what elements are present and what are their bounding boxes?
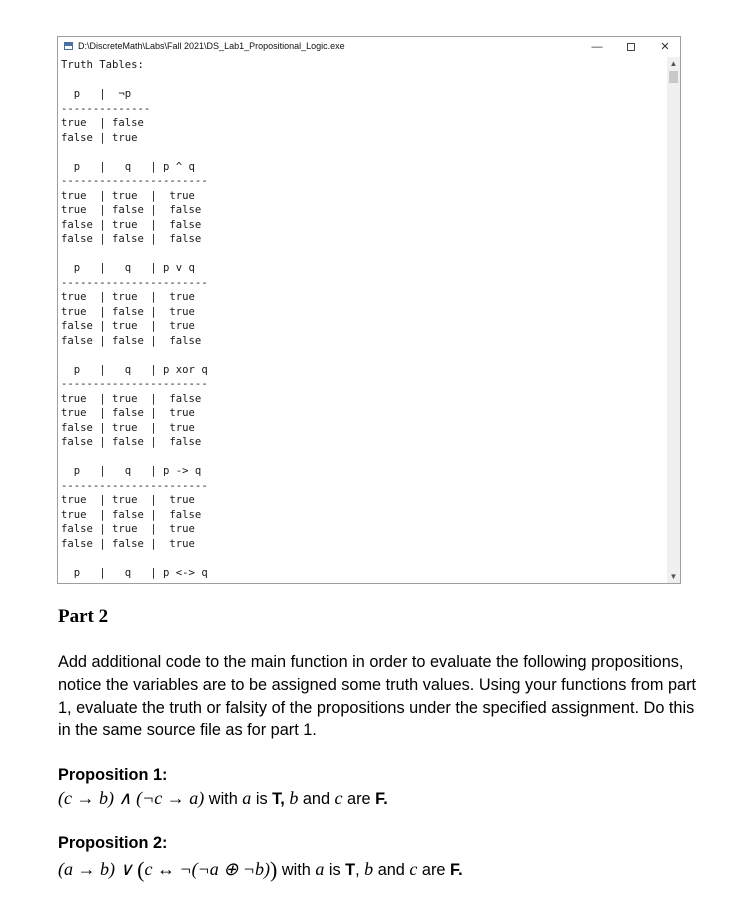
console-output[interactable] (58, 57, 666, 583)
console-line: ----------------------- (61, 175, 208, 187)
var-a: a (315, 859, 325, 879)
big-left-paren: ( (137, 857, 145, 882)
console-line: p | q | p xor q (61, 363, 208, 376)
vertical-scrollbar[interactable] (667, 57, 680, 583)
console-line: false | false | false (61, 436, 202, 448)
console-window (57, 36, 681, 584)
console-line: p | q | p ^ q (61, 160, 195, 173)
proposition-2-label: Proposition 2: (58, 834, 168, 852)
var-c: c (409, 859, 418, 879)
console-line: Truth Tables: (61, 59, 144, 71)
console-line: true | false | false (61, 508, 202, 521)
console-line: true | true | true (61, 494, 195, 506)
console-line (61, 247, 208, 262)
console-line: ----------------------- (61, 479, 208, 492)
console-line: false | true | true (61, 320, 195, 332)
part-2-instructions: Add additional code to the main function in order to evaluate the following propositions, notice the variables are to be assigned some truth values. Using your functions from part 1, evaluate the truth or falsity of the propositions under the specified assignment. Do this in the same source file as for part 1. (58, 653, 697, 740)
proposition-2-comma: , (355, 861, 365, 879)
scroll-thumb[interactable] (669, 71, 678, 83)
proposition-2-is: is (324, 861, 346, 879)
console-line: true | true | true (61, 189, 195, 202)
proposition-2-are: are (417, 861, 450, 879)
console-line (61, 450, 208, 465)
maximize-button[interactable] (616, 38, 646, 56)
console-line: true | false | true (61, 407, 195, 419)
proposition-1-with: with (204, 790, 243, 808)
console-line (61, 73, 208, 88)
value-true: T, (272, 790, 285, 808)
console-line: false | true | true (61, 523, 195, 535)
console-line: false | true | true (61, 421, 195, 434)
console-line: p | q | p -> q (61, 465, 202, 477)
console-line: true | false | true (61, 305, 195, 318)
scroll-up-arrow-icon[interactable]: ▲ (669, 59, 678, 68)
proposition-1-expression (58, 788, 388, 809)
console-line: false | true | false (61, 218, 202, 231)
minimize-button[interactable]: — (591, 41, 603, 53)
console-line: true | false (61, 117, 144, 129)
console-line: p | q | p <-> q (61, 566, 208, 579)
proposition-1-are: are (342, 790, 376, 808)
console-line: false | false | true (61, 537, 195, 550)
proposition-1-is: is (251, 790, 273, 808)
close-button[interactable]: ✕ (660, 41, 670, 53)
proposition-1-and: and (298, 790, 335, 808)
console-line: ----------------------- (61, 276, 208, 289)
console-line (61, 145, 208, 160)
proposition-1-label: Proposition 1: (58, 766, 168, 784)
maximize-icon (627, 43, 635, 51)
console-line: false | true (61, 131, 138, 144)
console-line (61, 348, 208, 363)
console-line: false | false | false (61, 233, 202, 245)
part-2-heading: Part 2 (58, 606, 109, 627)
var-c: c (334, 788, 343, 808)
proposition-2-and: and (373, 861, 410, 879)
proposition-2-formula-mid: c ↔ ¬(¬a ⊕ ¬b) (144, 859, 270, 879)
title-bar[interactable] (58, 37, 680, 57)
console-line: -------------- (61, 102, 151, 115)
proposition-2-expression (58, 857, 463, 883)
console-line: p | q | p v q (61, 262, 195, 274)
console-line (61, 551, 208, 566)
var-a: a (242, 788, 252, 808)
console-line: false | false | false (61, 334, 202, 347)
value-false: F. (375, 790, 388, 808)
console-line: p | ¬p (61, 88, 132, 100)
value-true: T (345, 861, 356, 879)
console-line: ----------------------- (61, 378, 208, 390)
proposition-2-with: with (277, 861, 316, 879)
proposition-1-formula: (c → b) ∧ (¬c → a) (58, 788, 205, 808)
scroll-down-arrow-icon[interactable]: ▼ (669, 572, 678, 581)
console-line: true | true | false (61, 392, 202, 405)
value-false: F. (449, 861, 463, 879)
window-title: D:\DiscreteMath\Labs\Fall 2021\DS_Lab1_Propositional_Logic.exe (78, 41, 345, 51)
console-line: true | true | true (61, 291, 195, 303)
proposition-2-formula-start: (a → b) ∨ (58, 859, 138, 879)
var-b: b (289, 788, 299, 808)
console-app-icon (64, 42, 73, 50)
var-b: b (364, 859, 374, 879)
big-right-paren: ) (270, 857, 278, 882)
console-line: true | false | false (61, 204, 202, 216)
console-text (61, 58, 208, 580)
